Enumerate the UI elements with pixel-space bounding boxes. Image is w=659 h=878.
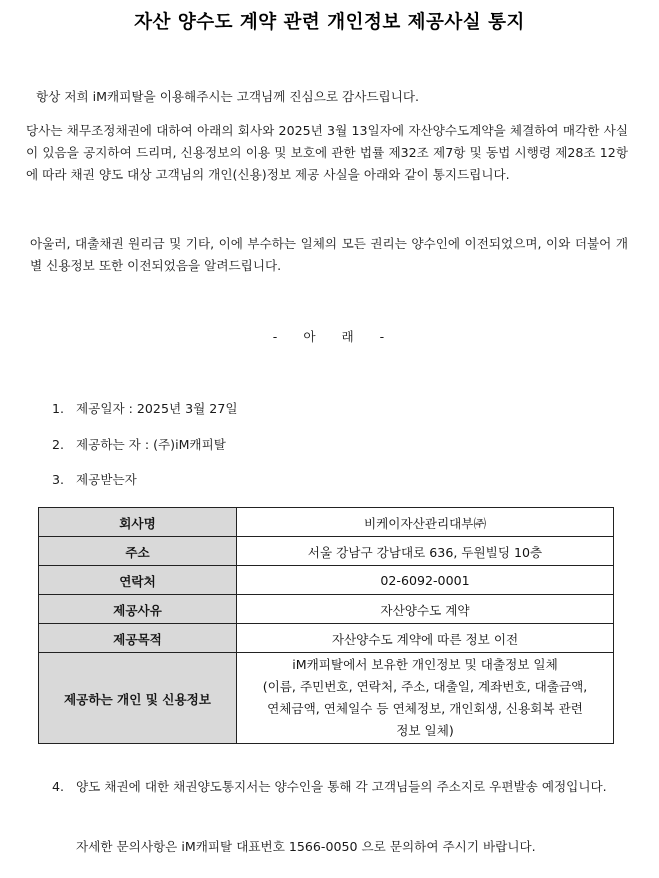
list-item-number: 3. <box>52 472 65 487</box>
list-item-provider <box>52 434 226 456</box>
greeting-paragraph: 항상 저희 iM캐피탈을 이용해주시는 고객님께 진심으로 감사드립니다. <box>36 89 420 104</box>
table-value-phone: 02-6092-0001 <box>237 566 614 595</box>
list-item-provision-date <box>52 398 238 420</box>
table-row <box>39 566 614 595</box>
table-row <box>39 624 614 653</box>
table-label-address: 주소 <box>39 537 237 566</box>
section-marker: - 아 래 - <box>272 329 387 344</box>
list-item-text: 제공하는 자 : (주)iM캐피탈 <box>76 437 226 452</box>
list-item-text: 양도 채권에 대한 채권양도통지서는 양수인을 통해 각 고객님들의 주소지로 우편발송 예정입니다. <box>76 779 607 794</box>
list-item-text: 제공일자 : 2025년 3월 27일 <box>76 401 238 416</box>
notice-paragraph: 당사는 채무조정채권에 대하여 아래의 회사와 2025년 3월 13일자에 자산양수도계약을 체결하여 매각한 사실이 있음을 공지하여 드리며, 신용정보의 이용 및 보호에 관한 법률 제32조 제7항 및 동법 시행령 제28조 12항에 따라 채권 양도 대상 고객님의 개인(신용)정보 제공 사실을 아래와 같이 통지드립니다. <box>26 123 628 182</box>
table-row <box>39 653 614 744</box>
list-item-number: 4. <box>52 779 65 794</box>
table-row <box>39 595 614 624</box>
table-label-company: 회사명 <box>39 508 237 537</box>
list-item-notice-mailing <box>52 776 628 798</box>
table-row <box>39 508 614 537</box>
list-item-recipient <box>52 469 137 491</box>
rights-transfer-paragraph: 아울러, 대출채권 원리금 및 기타, 이에 부수하는 일체의 모든 권리는 양수인에 이전되었으며, 이와 더불어 개별 신용정보 또한 이전되었음을 알려드립니다. <box>30 236 628 273</box>
table-value-info-provided <box>237 653 614 744</box>
list-item-number: 1. <box>52 401 65 416</box>
table-label-phone: 연락처 <box>39 566 237 595</box>
table-label-info-provided: 제공하는 개인 및 신용정보 <box>39 653 237 744</box>
table-label-reason: 제공사유 <box>39 595 237 624</box>
info-line: 연체금액, 연체일수 등 연체정보, 개인회생, 신용회복 관련 <box>267 701 583 716</box>
list-item-text: 제공받는자 <box>76 472 137 487</box>
document-title: 자산 양수도 계약 관련 개인정보 제공사실 통지 <box>134 12 525 33</box>
contact-note: 자세한 문의사항은 iM캐피탈 대표번호 1566-0050 으로 문의하여 주시기 바랍니다. <box>76 839 536 854</box>
recipient-info-table <box>38 507 614 744</box>
table-value-company: 비케이자산관리대부㈜ <box>237 508 614 537</box>
table-value-reason: 자산양수도 계약 <box>237 595 614 624</box>
info-line: 정보 일체) <box>396 723 454 738</box>
info-line: (이름, 주민번호, 연락처, 주소, 대출일, 계좌번호, 대출금액, <box>262 679 588 694</box>
info-line: iM캐피탈에서 보유한 개인정보 및 대출정보 일체 <box>292 657 558 672</box>
table-row <box>39 537 614 566</box>
table-label-purpose: 제공목적 <box>39 624 237 653</box>
list-item-number: 2. <box>52 437 65 452</box>
table-value-address: 서울 강남구 강남대로 636, 두원빌딩 10층 <box>237 537 614 566</box>
table-value-purpose: 자산양수도 계약에 따른 정보 이전 <box>237 624 614 653</box>
